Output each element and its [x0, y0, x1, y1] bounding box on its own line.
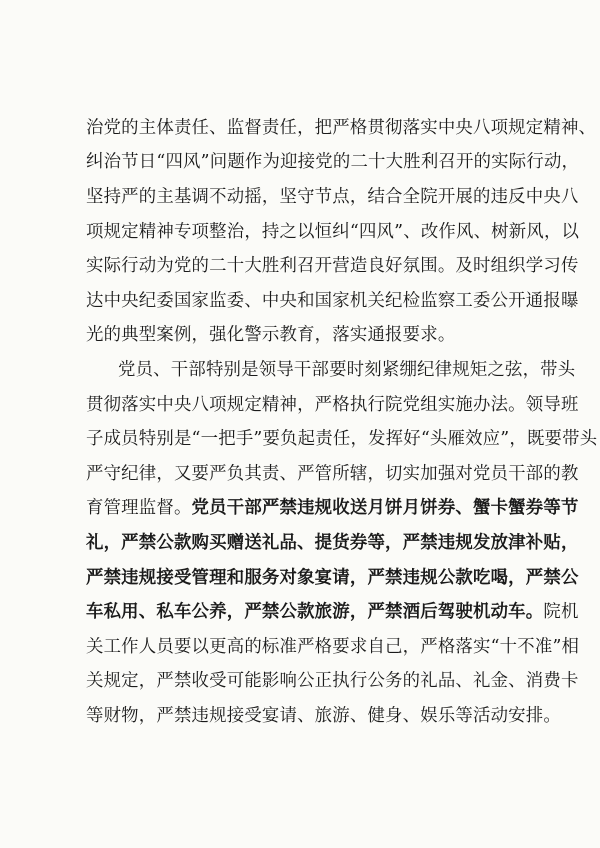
text-line: 坚持严的主基调不动摇，坚守节点，结合全院开展的违反中央八: [86, 187, 579, 207]
text-line: 关工作人员要以更高的标准严格要求自己，严格落实“十不准”相: [86, 637, 580, 657]
text-line: 纠治节日“四风”问题作为迎接党的二十大胜利召开的实际行动，: [86, 152, 580, 172]
bold-text-segment: 车私用、私车公养，严禁公款旅游，严禁酒后驾驶机动车。: [86, 602, 544, 622]
text-line: 治党的主体责任、监督责任，把严格贯彻落实中央八项规定精神、: [86, 118, 597, 138]
bold-text-line: 礼，严禁公款购买赠送礼品、提货券等，严禁违规发放津补贴，: [86, 533, 579, 553]
text-line: 达中央纪委国家监委、中央和国家机关纪检监察工委公开通报曝: [86, 291, 579, 311]
bold-text-line: 严禁违规接受管理和服务对象宴请，严禁违规公款吃喝，严禁公: [86, 568, 579, 588]
paragraph-first-line: 党员、干部特别是领导干部要时刻紧绷纪律规矩之弦，带头: [118, 360, 576, 380]
text-line: 子成员特别是“一把手”要负起责任，发挥好“头雁效应”，既要带头: [86, 429, 598, 449]
text-line: 光的典型案例，强化警示教育，落实通报要求。: [86, 325, 456, 345]
bold-text-segment: 党员干部严禁违规收送月饼月饼券、蟹卡蟹券等节: [191, 498, 579, 518]
mixed-line: [86, 596, 579, 628]
text-line: 严守纪律，又要严负其责、严管所辖，切实加强对党员干部的教: [86, 464, 579, 484]
text-line: 贯彻落实中央八项规定精神，严格执行院党组实施办法。领导班: [86, 395, 579, 415]
text-segment: 育管理监督。: [86, 498, 192, 518]
text-line: 实际行动为党的二十大胜利召开营造良好氛围。及时组织学习传: [86, 256, 579, 276]
mixed-line: [86, 492, 579, 524]
text-line: 项规定精神专项整治，持之以恒纠“四风”、改作风、树新风，以: [86, 222, 580, 242]
text-line: 关规定，严禁收受可能影响公正执行公务的礼品、礼金、消费卡: [86, 671, 579, 691]
text-segment: 院机: [543, 602, 579, 622]
text-line: 等财物，严禁违规接受宴请、旅游、健身、娱乐等活动安排。: [86, 706, 561, 726]
